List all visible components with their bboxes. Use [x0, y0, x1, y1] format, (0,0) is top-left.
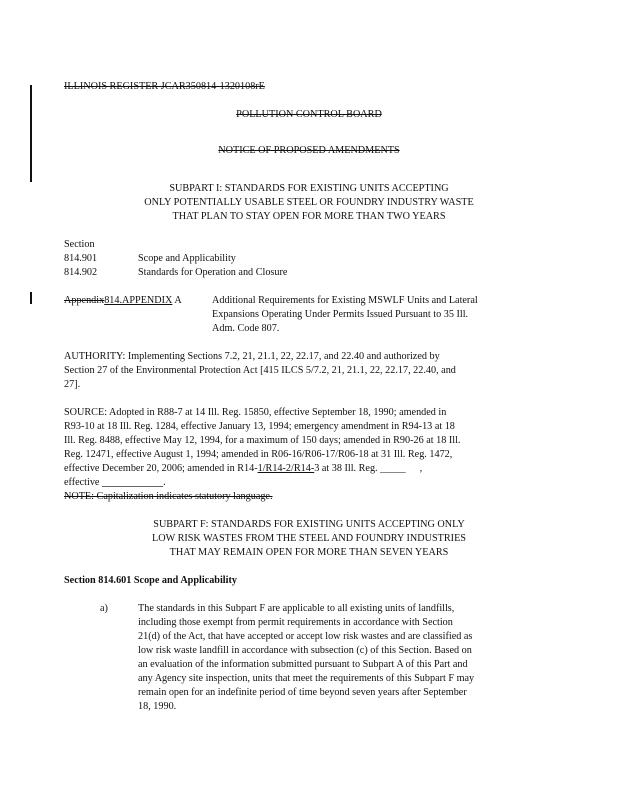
source-text: ,	[419, 463, 423, 474]
source-line: Reg. 12471, effective August 1, 1994; amended in R06-16/R06-17/R06-18 at 31 Ill. Reg. 1472,	[64, 449, 453, 460]
board-title: POLLUTION CONTROL BOARD	[236, 109, 382, 120]
subpart-i-line1: SUBPART I: STANDARDS FOR EXISTING UNITS ACCEPTING	[169, 183, 449, 194]
appendix-title-line: Adm. Code 807.	[212, 323, 280, 334]
source-blank: _____	[380, 463, 406, 474]
source-insert: R14-2/	[265, 463, 294, 474]
appendix-label	[64, 294, 182, 307]
toc-row-num: 814.902	[64, 267, 98, 278]
toc-row-title: Standards for Operation and Closure	[138, 267, 288, 278]
source-line: Ill. Reg. 8488, effective May 12, 1994, for a maximum of 150 days; amended in R90-26 at 18 Ill.	[64, 435, 461, 446]
notice-title: NOTICE OF PROPOSED AMENDMENTS	[218, 145, 400, 156]
paragraph-label: a)	[100, 603, 108, 614]
source-blank: ____________	[102, 477, 164, 488]
subpart-i-line3: THAT PLAN TO STAY OPEN FOR MORE THAN TWO YEARS	[172, 211, 446, 222]
register-header: ILLINOIS REGISTER JCAR350814-1320108rE	[64, 81, 265, 92]
toc-heading: Section	[64, 239, 95, 250]
authority-line: 27].	[64, 379, 81, 390]
appendix-title-line: Expansions Operating Under Permits Issued Pursuant to 35 Ill.	[212, 309, 469, 320]
toc-row-num: 814.901	[64, 253, 98, 264]
source-text: effective	[64, 477, 102, 488]
paragraph-line: 21(d) of the Act, that have accepted or accept low risk wastes and are classified as	[138, 631, 473, 642]
authority-line: AUTHORITY: Implementing Sections 7.2, 21, 21.1, 22, 22.17, and 22.40 and authorized by	[64, 351, 440, 362]
source-insert: R14-	[293, 463, 315, 474]
appendix-new-label: 814.APPENDIX	[104, 295, 173, 306]
subpart-f-line3: THAT MAY REMAIN OPEN FOR MORE THAN SEVEN YEARS	[169, 547, 449, 558]
capitalization-note: NOTE: Capitalization indicates statutory language.	[64, 491, 273, 502]
paragraph-line: including those exempt from permit requirements in accordance with Section	[138, 617, 453, 628]
subpart-i-line2: ONLY POTENTIALLY USABLE STEEL OR FOUNDRY INDUSTRY WASTE	[144, 197, 474, 208]
paragraph-line: remain open for an indefinite period of time beyond seven years after September	[138, 687, 467, 698]
paragraph-line: any Agency site inspection, units that meet the requirements of this Subpart F may	[138, 673, 475, 684]
paragraph-line: The standards in this Subpart F are applicable to all existing units of landfills,	[138, 603, 455, 614]
source-text: .	[163, 477, 166, 488]
appendix-title-line: Additional Requirements for Existing MSWLF Units and Lateral	[212, 295, 478, 306]
appendix-old-label: Appendix	[64, 295, 105, 306]
toc-row-title: Scope and Applicability	[138, 253, 236, 264]
paragraph-line: low risk waste landfill in accordance with subsection (c) of this Section. Based on	[138, 645, 472, 656]
source-effective-line	[64, 476, 166, 489]
authority-line: Section 27 of the Environmental Protection Act [415 ILCS 5/7.2, 21, 21.1, 22, 22.17, 22.40, and	[64, 365, 456, 376]
subpart-f-line2: LOW RISK WASTES FROM THE STEEL AND FOUNDRY INDUSTRIES	[152, 533, 466, 544]
paragraph-line: 18, 1990.	[138, 701, 177, 712]
paragraph-line: an evaluation of the information submitted pursuant to Subpart A of this Part and	[138, 659, 468, 670]
source-line	[64, 462, 422, 475]
source-insert: 1/	[257, 463, 266, 474]
change-bar-header	[30, 85, 32, 182]
source-text: 3 at 38 Ill. Reg.	[314, 463, 381, 474]
source-text: effective December 20, 2006; amended in R14-	[64, 463, 258, 474]
subpart-f-line1: SUBPART F: STANDARDS FOR EXISTING UNITS ACCEPTING ONLY	[153, 519, 465, 530]
appendix-letter: A	[174, 295, 182, 306]
change-bar-appendix	[30, 292, 32, 304]
source-line: R93-10 at 18 Ill. Reg. 1284, effective January 13, 1994; emergency amendment in R94-13 at 18	[64, 421, 455, 432]
section-title: Section 814.601 Scope and Applicability	[64, 575, 237, 586]
source-line: SOURCE: Adopted in R88-7 at 14 Ill. Reg. 15850, effective September 18, 1990; amended in	[64, 407, 447, 418]
